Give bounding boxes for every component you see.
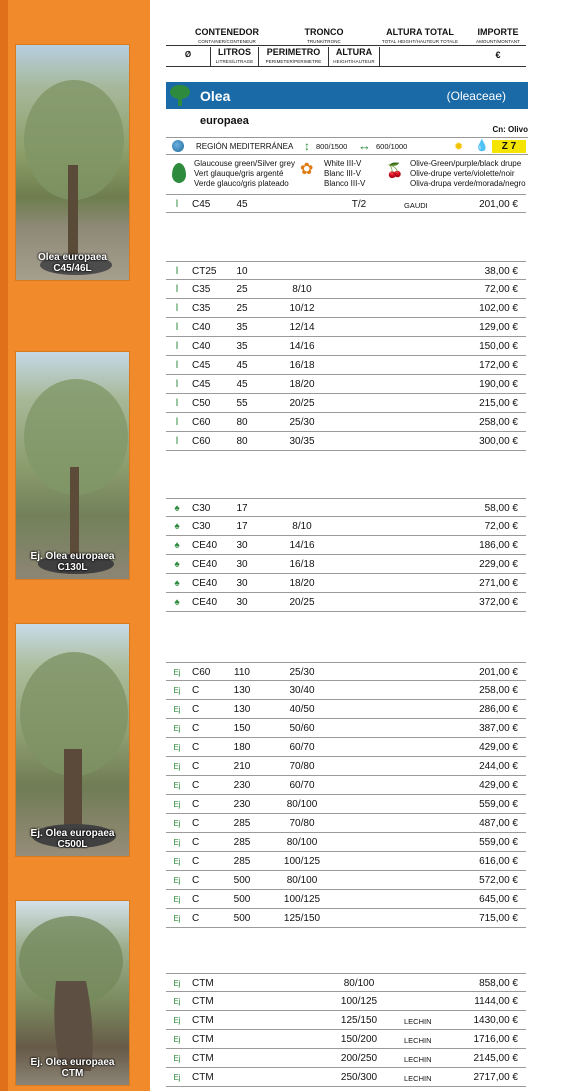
- litros-cell: 35: [236, 322, 248, 333]
- perimetro-cell: 18/20: [289, 578, 315, 589]
- price-cell: 1716,00 €: [473, 1034, 518, 1045]
- foliage-text: Glaucouse green/Silver grey Vert glauque/gris argenté Verde glauco/gris plateado: [194, 159, 295, 188]
- row-type-icon: Ⅰ: [175, 284, 179, 295]
- leaf-icon: [172, 163, 186, 183]
- header-altura: ALTURA HEIGHT/HAUTEUR: [328, 47, 380, 67]
- row-type-icon: Ej: [173, 800, 181, 809]
- tree-photo-1: [15, 44, 130, 281]
- price-cell: 72,00 €: [484, 521, 518, 532]
- hardiness-zone: Z 7: [492, 140, 526, 153]
- container-cell: C: [192, 761, 200, 772]
- litros-cell: 210: [233, 761, 251, 772]
- perimetro-cell: 12/14: [289, 322, 315, 333]
- header-contenedor: CONTENEDOR CONTAINER/CONTENEUR: [194, 27, 259, 44]
- price-cell: 387,00 €: [479, 723, 518, 734]
- litros-cell: 35: [236, 341, 248, 352]
- perimetro-cell: 20/25: [289, 597, 315, 608]
- table-row: [166, 757, 526, 776]
- flower-text: White III-V Blanc III-V Blanco III-V: [324, 159, 366, 188]
- table-row: [166, 700, 526, 719]
- litros-cell: 180: [233, 742, 251, 753]
- litros-cell: 230: [233, 780, 251, 791]
- tree-photo-4: [15, 900, 130, 1086]
- litros-cell: 25: [236, 303, 248, 314]
- row-type-icon: Ej: [173, 819, 181, 828]
- price-cell: 487,00 €: [479, 818, 518, 829]
- altura-cell: 125/150: [340, 1015, 378, 1026]
- price-list: [166, 0, 528, 1091]
- altura-cell: 200/250: [340, 1053, 378, 1064]
- altura-cell: 250/300: [340, 1072, 378, 1083]
- row-type-icon: Ej: [173, 762, 181, 771]
- price-cell: 2717,00 €: [473, 1072, 518, 1083]
- litros-cell: 25: [236, 284, 248, 295]
- table-row: [166, 318, 526, 337]
- width-range: 600/1000: [376, 142, 408, 151]
- litros-cell: 500: [233, 913, 251, 924]
- price-cell: 559,00 €: [479, 837, 518, 848]
- table-row: [166, 719, 526, 738]
- perimetro-cell: 16/18: [289, 559, 315, 570]
- altura-cell: 100/125: [340, 996, 378, 1007]
- litros-cell: 130: [233, 704, 251, 715]
- price-cell: 258,00 €: [479, 685, 518, 696]
- row-type-icon: Ej: [173, 979, 181, 988]
- litros-cell: 10: [236, 266, 248, 277]
- table-row: [166, 194, 526, 213]
- row-type-icon: Ⅰ: [175, 360, 179, 371]
- perimetro-cell: 60/70: [289, 742, 315, 753]
- table-row: [166, 517, 526, 536]
- width-arrow-icon: ↔: [358, 138, 371, 153]
- row-type-icon: Ej: [173, 876, 181, 885]
- table-row: [166, 681, 526, 700]
- row-type-icon: Ⅰ: [175, 417, 179, 428]
- row-type-icon: Ⅰ: [175, 398, 179, 409]
- row-type-icon: ♠: [174, 597, 180, 608]
- note-cell: LECHIN: [404, 1036, 432, 1045]
- price-cell: 645,00 €: [479, 894, 518, 905]
- litros-cell: 80: [236, 417, 248, 428]
- price-cell: 1144,00 €: [474, 996, 518, 1007]
- litros-cell: 30: [236, 559, 248, 570]
- fruit-text: Olive-Green/purple/black drupe Olive-drupe verte/violette/noir Oliva-drupa verde/morada/negro: [410, 159, 526, 188]
- litros-cell: 500: [233, 875, 251, 886]
- litros-cell: 17: [236, 521, 248, 532]
- row-type-icon: ♠: [174, 503, 180, 514]
- container-cell: C30: [192, 521, 211, 532]
- row-type-icon: Ej: [173, 857, 181, 866]
- row-type-icon: Ⅰ: [175, 199, 179, 210]
- height-arrow-icon: ↕: [304, 139, 310, 153]
- litros-cell: 45: [236, 379, 248, 390]
- column-header: [166, 24, 526, 68]
- table-row: [166, 498, 526, 517]
- table-row: [166, 992, 526, 1011]
- header-currency: €: [495, 50, 501, 60]
- container-cell: C: [192, 856, 200, 867]
- row-type-icon: Ⅰ: [175, 303, 179, 314]
- row-type-icon: Ej: [173, 686, 181, 695]
- container-cell: C60: [192, 667, 211, 678]
- price-cell: 201,00 €: [479, 667, 518, 678]
- perimetro-cell: 100/125: [283, 856, 321, 867]
- perimetro-cell: 14/16: [289, 341, 315, 352]
- container-cell: C: [192, 742, 200, 753]
- litros-cell: 80: [236, 436, 248, 447]
- table-row: [166, 574, 526, 593]
- perimetro-cell: 100/125: [283, 894, 321, 905]
- row-type-icon: Ej: [173, 838, 181, 847]
- table-row: [166, 795, 526, 814]
- water-drop-icon: 💧: [475, 140, 489, 152]
- row-type-icon: Ej: [173, 914, 181, 923]
- species-banner: [166, 82, 528, 109]
- attributes-row: [166, 137, 528, 155]
- price-cell: 258,00 €: [479, 417, 518, 428]
- perimetro-cell: 25/30: [289, 667, 315, 678]
- perimetro-cell: 8/10: [292, 521, 312, 532]
- price-cell: 129,00 €: [479, 322, 518, 333]
- litros-cell: 130: [233, 685, 251, 696]
- price-cell: 102,00 €: [479, 303, 518, 314]
- table-row: [166, 1011, 526, 1030]
- table-row: [166, 261, 526, 280]
- table-row: [166, 890, 526, 909]
- tree-photo-2: [15, 351, 130, 580]
- price-cell: 1430,00 €: [473, 1015, 518, 1026]
- perimetro-cell: 40/50: [289, 704, 315, 715]
- perimetro-cell: 30/35: [289, 436, 315, 447]
- litros-cell: 285: [233, 818, 251, 829]
- table-row: [166, 394, 526, 413]
- price-cell: 372,00 €: [479, 597, 518, 608]
- container-cell: C: [192, 875, 200, 886]
- container-cell: C50: [192, 398, 211, 409]
- header-perimetro: PERIMETRO PERIMETER/PERIMETRE: [258, 47, 328, 67]
- price-cell: 300,00 €: [479, 436, 518, 447]
- table-row: [166, 356, 526, 375]
- perimetro-cell: 70/80: [289, 761, 315, 772]
- tree-photo-3: [15, 623, 130, 857]
- perimetro-cell: 80/100: [286, 837, 318, 848]
- container-cell: C: [192, 704, 200, 715]
- row-type-icon: Ⅰ: [175, 322, 179, 333]
- container-cell: CE40: [192, 540, 218, 551]
- container-cell: C40: [192, 341, 211, 352]
- container-cell: C60: [192, 436, 211, 447]
- perimetro-cell: 10/12: [289, 303, 315, 314]
- row-type-icon: ♠: [174, 578, 180, 589]
- price-cell: 72,00 €: [484, 284, 518, 295]
- perimetro-cell: 14/16: [289, 540, 315, 551]
- table-row: [166, 738, 526, 757]
- price-cell: 858,00 €: [479, 978, 518, 989]
- container-cell: CTM: [192, 1034, 214, 1045]
- litros-cell: 45: [236, 360, 248, 371]
- container-cell: C: [192, 799, 200, 810]
- perimetro-cell: 25/30: [289, 417, 315, 428]
- table-row: [166, 1030, 526, 1049]
- price-cell: 429,00 €: [479, 780, 518, 791]
- header-litros: LITROS LITRES/LITRAGE: [210, 47, 258, 67]
- tree-icon: [168, 83, 192, 107]
- species-epithet: europaea: [200, 115, 249, 127]
- header-tronco: TRONCO TRUNK/TRONC: [304, 27, 344, 44]
- container-cell: C45: [192, 360, 211, 371]
- price-cell: 286,00 €: [479, 704, 518, 715]
- table-row: [166, 593, 526, 612]
- row-type-icon: Ej: [173, 1054, 181, 1063]
- flower-icon: ✿: [300, 161, 314, 178]
- perimetro-cell: 70/80: [289, 818, 315, 829]
- species-family: (Oleaceae): [446, 89, 506, 103]
- litros-cell: 500: [233, 894, 251, 905]
- price-cell: 559,00 €: [479, 799, 518, 810]
- globe-icon: [172, 140, 184, 152]
- photo-caption-4: Ej. Olea europaea CTM: [30, 1057, 115, 1079]
- note-cell: LECHIN: [404, 1017, 432, 1026]
- row-type-icon: Ⅰ: [175, 379, 179, 390]
- header-importe: IMPORTE AMOUNT/MONTANT: [475, 27, 521, 44]
- row-type-icon: Ej: [173, 1073, 181, 1082]
- table-row: [166, 536, 526, 555]
- perimetro-cell: 30/40: [289, 685, 315, 696]
- row-type-icon: Ej: [173, 997, 181, 1006]
- container-cell: CTM: [192, 978, 214, 989]
- row-type-icon: ♠: [174, 540, 180, 551]
- species-genus: Olea: [200, 88, 231, 104]
- table-row: [166, 555, 526, 574]
- table-row: [166, 776, 526, 795]
- litros-cell: 45: [236, 199, 248, 210]
- olive-tree-image-icon: [16, 624, 130, 857]
- container-cell: C60: [192, 417, 211, 428]
- container-cell: C45: [192, 379, 211, 390]
- photo-caption-2: Ej. Olea europaea C130L: [30, 551, 115, 573]
- header-altura-total: ALTURA TOTAL TOTAL HEIGHT/HAUTEUR TOTALE: [381, 27, 459, 44]
- price-cell: 201,00 €: [479, 199, 518, 210]
- table-row: [166, 1068, 526, 1087]
- table-row: [166, 375, 526, 394]
- perimetro-cell: 20/25: [289, 398, 315, 409]
- litros-cell: 17: [236, 503, 248, 514]
- header-diameter: Ø: [184, 50, 192, 59]
- table-row: [166, 432, 526, 451]
- table-row: [166, 852, 526, 871]
- row-type-icon: Ej: [173, 724, 181, 733]
- container-cell: C45: [192, 199, 211, 210]
- photo-caption-3: Ej. Olea europaea C500L: [30, 828, 115, 850]
- container-cell: C40: [192, 322, 211, 333]
- container-cell: CTM: [192, 1072, 214, 1083]
- sun-icon: ✹: [454, 141, 464, 153]
- fruit-icon: 🍒: [386, 162, 404, 178]
- table-row: [166, 909, 526, 928]
- litros-cell: 150: [233, 723, 251, 734]
- price-cell: 150,00 €: [479, 341, 518, 352]
- row-type-icon: Ej: [173, 705, 181, 714]
- container-cell: CTM: [192, 1053, 214, 1064]
- altura-cell: 150/200: [340, 1034, 378, 1045]
- row-type-icon: Ⅰ: [175, 266, 179, 277]
- row-type-icon: Ej: [173, 1035, 181, 1044]
- perimetro-cell: 8/10: [292, 284, 312, 295]
- perimetro-cell: 125/150: [283, 913, 321, 924]
- container-cell: CE40: [192, 578, 218, 589]
- note-cell: GAUDI: [404, 201, 428, 210]
- photo-strip: [0, 0, 150, 1091]
- row-type-icon: Ⅰ: [175, 436, 179, 447]
- container-cell: C35: [192, 284, 211, 295]
- container-cell: C: [192, 780, 200, 791]
- row-type-icon: ♠: [174, 559, 180, 570]
- litros-cell: 30: [236, 597, 248, 608]
- table-row: [166, 662, 526, 681]
- container-cell: C: [192, 685, 200, 696]
- litros-cell: 30: [236, 540, 248, 551]
- litros-cell: 285: [233, 837, 251, 848]
- perimetro-cell: 18/20: [289, 379, 315, 390]
- container-cell: C: [192, 837, 200, 848]
- row-type-icon: Ej: [173, 781, 181, 790]
- note-cell: LECHIN: [404, 1074, 432, 1083]
- row-type-icon: Ej: [173, 1016, 181, 1025]
- row-type-icon: Ⅰ: [175, 341, 179, 352]
- container-cell: CTM: [192, 996, 214, 1007]
- container-cell: CE40: [192, 597, 218, 608]
- price-cell: 429,00 €: [479, 742, 518, 753]
- row-type-icon: Ej: [173, 668, 181, 677]
- table-row: [166, 1049, 526, 1068]
- price-cell: 172,00 €: [479, 360, 518, 371]
- container-cell: C: [192, 818, 200, 829]
- price-cell: 271,00 €: [479, 578, 518, 589]
- row-type-icon: Ej: [173, 743, 181, 752]
- price-cell: 38,00 €: [484, 266, 518, 277]
- height-range: 800/1500: [316, 142, 348, 151]
- container-cell: CTM: [192, 1015, 214, 1026]
- litros-cell: 110: [234, 667, 250, 678]
- container-cell: CE40: [192, 559, 218, 570]
- characteristics-row: [166, 157, 528, 193]
- container-cell: C: [192, 723, 200, 734]
- container-cell: CT25: [192, 266, 217, 277]
- table-row: [166, 973, 526, 992]
- table-row: [166, 871, 526, 890]
- price-cell: 190,00 €: [479, 379, 518, 390]
- common-name: Cn: Olivo: [492, 125, 528, 134]
- altura-cell: T/2: [351, 199, 367, 210]
- price-cell: 229,00 €: [479, 559, 518, 570]
- perimetro-cell: 16/18: [289, 360, 315, 371]
- container-cell: C: [192, 894, 200, 905]
- container-cell: C: [192, 913, 200, 924]
- price-cell: 616,00 €: [479, 856, 518, 867]
- price-cell: 244,00 €: [479, 761, 518, 772]
- price-cell: 2145,00 €: [473, 1053, 518, 1064]
- litros-cell: 230: [233, 799, 251, 810]
- row-type-icon: Ej: [173, 895, 181, 904]
- table-row: [166, 413, 526, 432]
- price-cell: 58,00 €: [484, 503, 518, 514]
- altura-cell: 80/100: [343, 978, 375, 989]
- row-type-icon: ♠: [174, 521, 180, 532]
- table-row: [166, 833, 526, 852]
- perimetro-cell: 80/100: [286, 799, 318, 810]
- olive-tree-image-icon: [16, 45, 130, 281]
- price-cell: 215,00 €: [479, 398, 518, 409]
- price-cell: 715,00 €: [479, 913, 518, 924]
- price-cell: 186,00 €: [479, 540, 518, 551]
- note-cell: LECHIN: [404, 1055, 432, 1064]
- litros-cell: 285: [233, 856, 251, 867]
- table-row: [166, 337, 526, 356]
- container-cell: C35: [192, 303, 211, 314]
- table-row: [166, 814, 526, 833]
- table-row: [166, 280, 526, 299]
- region-label: REGIÓN MEDITERRÁNEA: [196, 142, 294, 151]
- perimetro-cell: 80/100: [286, 875, 318, 886]
- olive-tree-image-icon: [16, 352, 130, 580]
- litros-cell: 30: [236, 578, 248, 589]
- perimetro-cell: 60/70: [289, 780, 315, 791]
- perimetro-cell: 50/60: [289, 723, 315, 734]
- photo-caption-1: Olea europaea C45/46L: [38, 252, 107, 274]
- price-cell: 572,00 €: [479, 875, 518, 886]
- table-row: [166, 299, 526, 318]
- litros-cell: 55: [236, 398, 248, 409]
- container-cell: C30: [192, 503, 211, 514]
